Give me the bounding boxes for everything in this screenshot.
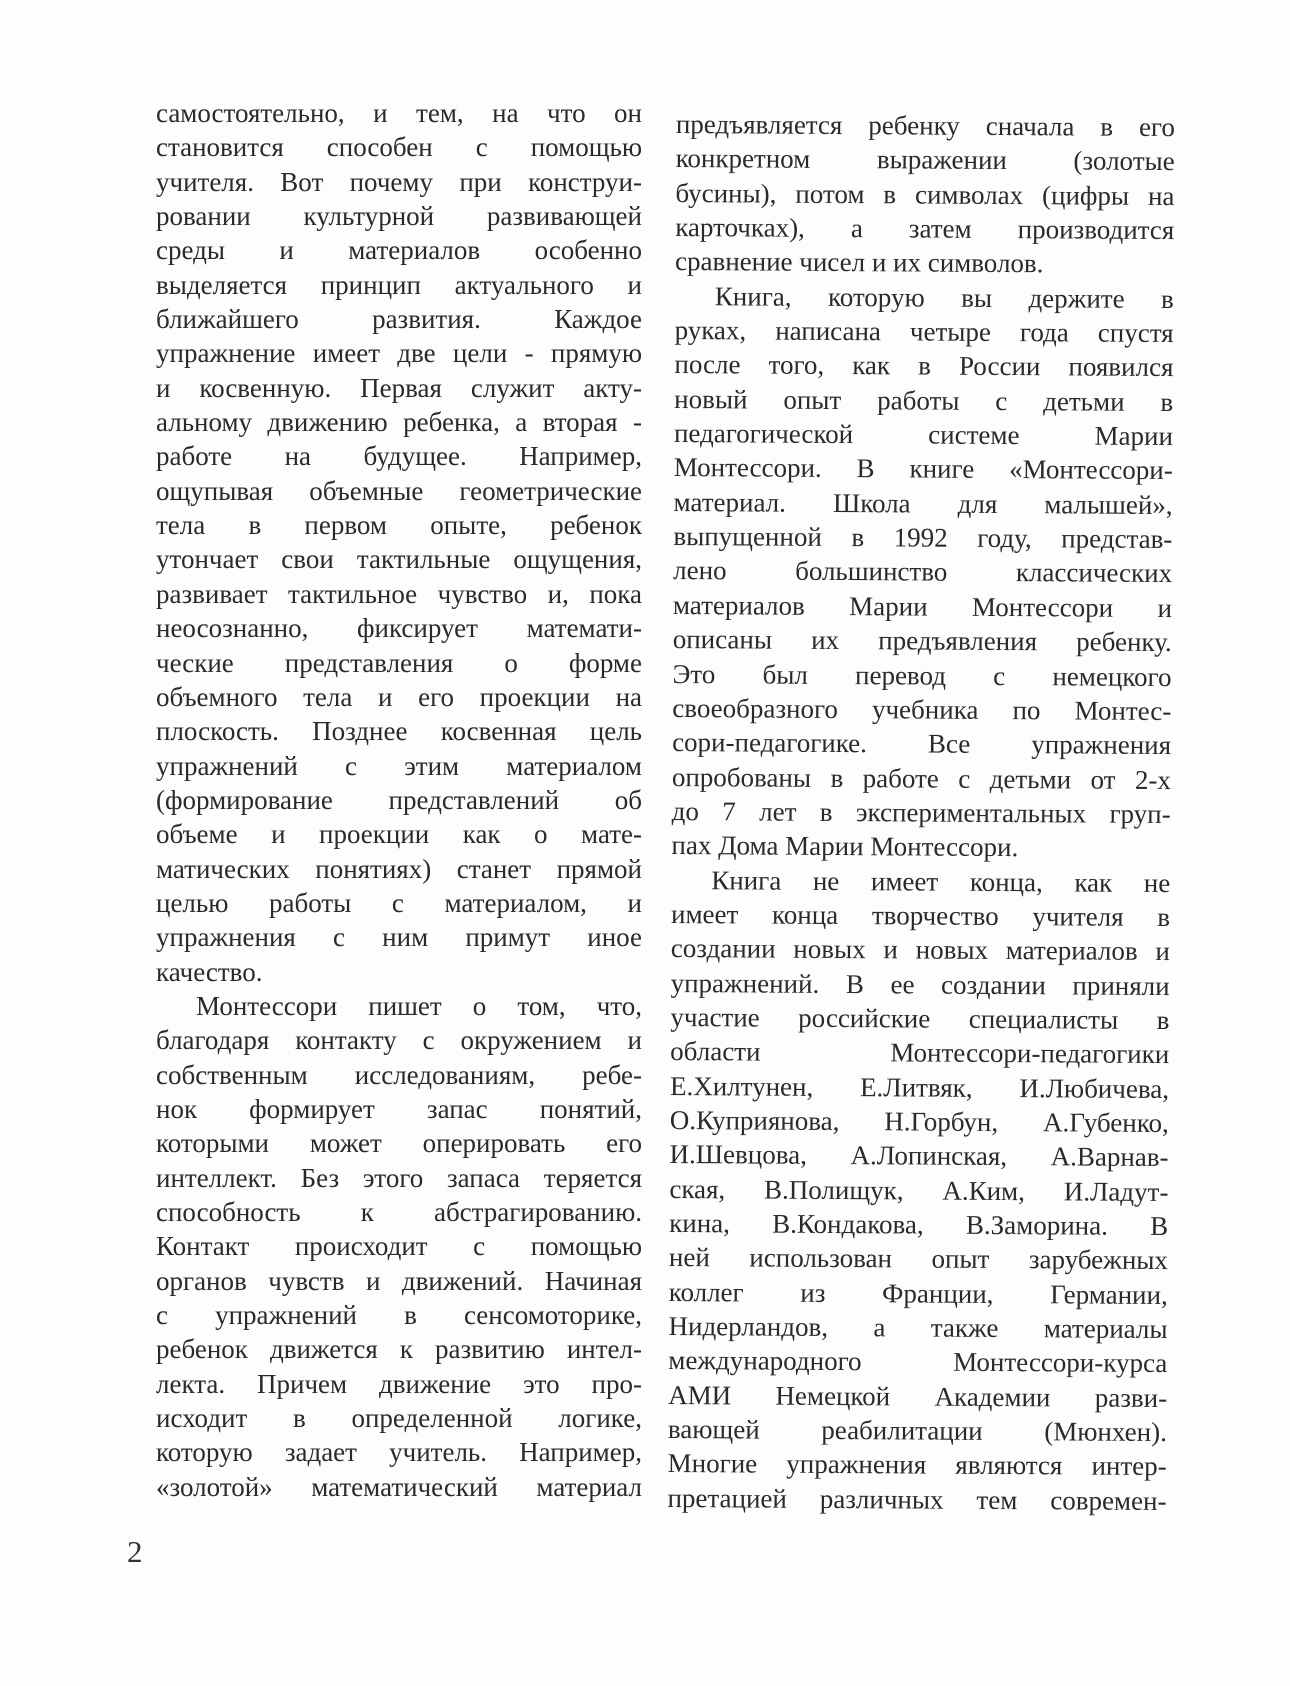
text-line: Монтессори. В книге «Монтессори- [673, 452, 1173, 486]
text-line: Книга не имеет конца, как не [711, 864, 1171, 898]
text-line: конкретном выражении (золотые [675, 143, 1175, 177]
text-line: «золотой» математический материал [156, 1471, 642, 1502]
text-line: ребенок движется к развитию интел- [156, 1334, 642, 1365]
text-line: органов чувств и движений. Начиная [156, 1265, 642, 1296]
text-line: ближайшего развития. Каждое [156, 304, 642, 335]
right-text-column [667, 107, 1175, 1518]
text-line: Это был перевод с немецкого [672, 658, 1172, 692]
text-line: выделяется принцип актуального и [156, 269, 642, 300]
text-line: лекта. Причем движение это про- [156, 1368, 642, 1399]
text-line: благодаря контакту с окружением и [156, 1025, 642, 1056]
text-line: претацией различных тем современ- [667, 1482, 1167, 1516]
text-line: АМИ Немецкой Академии разви- [668, 1379, 1168, 1413]
text-line: коллег из Франции, Германии, [668, 1276, 1168, 1310]
text-line: ощупывая объемные геометрические [156, 475, 642, 506]
text-line: бусины), потом в символах (цифры на [675, 177, 1175, 211]
text-line: И.Шевцова, А.Лопинская, А.Варнав- [669, 1139, 1169, 1173]
text-line: ская, В.Полищук, А.Ким, И.Ладут- [669, 1173, 1169, 1207]
text-line: Многие упражнения являются интер- [667, 1448, 1167, 1482]
text-line: новый опыт работы с детьми в [674, 383, 1174, 417]
text-line: утончает свои тактильные ощущения, [156, 544, 642, 575]
text-line: неосознанно, фиксирует математи- [156, 613, 642, 644]
text-line: ней использован опыт зарубежных [668, 1242, 1169, 1276]
text-line: Монтессори пишет о том, что, [196, 990, 642, 1021]
page-number: 2 [127, 1534, 143, 1569]
text-line: Е.Хилтунен, Е.Литвяк, И.Любичева, [669, 1070, 1170, 1104]
text-line: материалов Марии Монтессори и [672, 589, 1173, 623]
text-line: Книга, которую вы держите в [714, 280, 1174, 314]
text-line: упражнения с ним примут иное [156, 922, 642, 953]
text-line: упражнение имеет две цели - прямую [156, 338, 642, 369]
text-line: материал. Школа для малышей», [673, 486, 1173, 520]
text-line: карточках), а затем производится [675, 212, 1175, 246]
text-line: развивает тактильное чувство и, пока [156, 578, 642, 609]
text-line: альному движению ребенка, а вторая - [156, 407, 642, 438]
text-line: сравнение чисел и их символов. [674, 246, 1044, 279]
text-line: упражнений. В ее создании приняли [670, 967, 1170, 1001]
text-line: создании новых и новых материалов и [670, 933, 1170, 967]
text-line: среды и материалов особенно [156, 235, 642, 266]
text-line: (формирование представлений об [156, 784, 642, 815]
text-line: пах Дома Марии Монтессори. [671, 830, 1019, 863]
left-text-column [156, 96, 642, 1504]
text-line: интеллект. Без этого запаса теряется [156, 1162, 642, 1193]
text-line: предъявляется ребенку сначала в его [675, 108, 1175, 143]
text-line: самостоятельно, и тем, на что он [156, 98, 642, 128]
text-line: объеме и проекции как о мате- [156, 819, 642, 850]
text-line: становится способен с помощью [156, 132, 642, 163]
text-line: собственным исследованиям, ребе- [156, 1059, 642, 1090]
text-line: которую задает учитель. Например, [156, 1437, 642, 1468]
text-line: работе на будущее. Например, [156, 441, 642, 472]
text-line: описаны их предъявления ребенку. [672, 624, 1172, 658]
text-line: целью работы с материалом, и [156, 887, 642, 918]
text-line: опробованы в работе с детьми от 2-х [671, 761, 1171, 795]
text-line: и косвенную. Первая служит акту- [156, 372, 642, 403]
text-line: международного Монтессори-курса [668, 1345, 1168, 1379]
text-line: упражнений с этим материалом [156, 750, 642, 781]
text-line: качество. [156, 956, 263, 987]
text-line: выпущенной в 1992 году, представ- [673, 521, 1173, 555]
text-line: своеобразного учебника по Монтес- [672, 692, 1172, 726]
text-line: педагогической системе Марии [673, 418, 1174, 452]
text-line: после того, как в России появился [674, 349, 1174, 383]
text-line: вающей реабилитации (Мюнхен). [667, 1414, 1168, 1448]
text-line: ровании культурной развивающей [156, 201, 642, 232]
text-line: кина, В.Кондакова, В.Заморина. В [669, 1207, 1169, 1242]
text-line: Контакт происходит с помощью [156, 1231, 642, 1262]
text-line: с упражнений в сенсомоторике, [156, 1300, 642, 1331]
text-line: тела в первом опыте, ребенок [156, 510, 642, 541]
text-line: лено большинство классических [673, 555, 1173, 589]
text-line: плоскость. Позднее косвенная цель [156, 716, 642, 747]
text-line: Нидерландов, а также материалы [668, 1311, 1168, 1345]
text-line: руках, написана четыре года спустя [674, 315, 1174, 349]
text-line: исходит в определенной логике, [156, 1403, 642, 1434]
text-line: способность к абстрагированию. [156, 1197, 642, 1227]
text-line: сори-педагогике. Все упражнения [672, 727, 1172, 761]
text-line: объемного тела и его проекции на [156, 681, 642, 712]
text-line: до 7 лет в экспериментальных груп- [671, 795, 1171, 829]
text-line: области Монтессори-педагогики [670, 1036, 1170, 1070]
text-line: участие российские специалисты в [670, 1001, 1170, 1035]
text-line: имеет конца творчество учителя в [670, 898, 1171, 932]
text-line: нок формирует запас понятий, [156, 1093, 642, 1124]
text-line: матических понятиях) станет прямой [156, 853, 642, 884]
text-line: ческие представления о форме [156, 647, 642, 678]
text-line: О.Куприянова, Н.Горбун, А.Губенко, [669, 1104, 1169, 1138]
text-line: учителя. Вот почему при конструи- [156, 166, 642, 197]
text-line: которыми может оперировать его [156, 1128, 642, 1159]
